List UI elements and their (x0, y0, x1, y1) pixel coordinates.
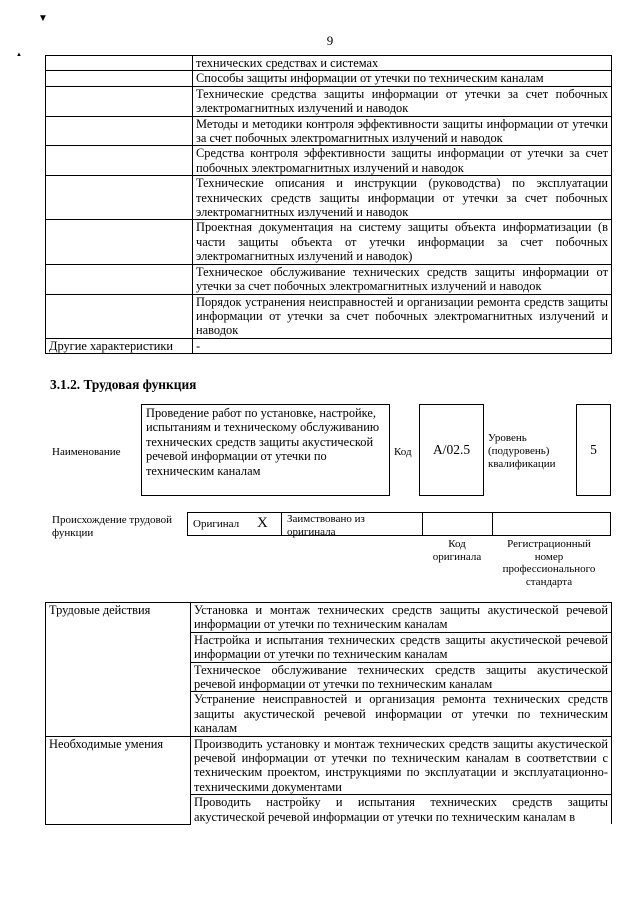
corner-mark-left: ▲ (16, 52, 22, 58)
label-cell (46, 264, 193, 294)
code-box: А/02.5 (419, 404, 484, 496)
group-label: Трудовые действия (46, 603, 191, 737)
table-row (46, 338, 612, 353)
text-cell: Средства контроля эффективности защиты информации от утечки за счет побочных электромагнитных излучений и наводок (193, 146, 612, 176)
level-box: 5 (576, 404, 611, 496)
code-label: Код (394, 446, 412, 458)
text-cell: Способы защиты информации от утечки по техническим каналам (193, 71, 612, 86)
table-row (46, 176, 612, 220)
table-row (46, 294, 612, 338)
code-caption: Код оригинала (432, 538, 482, 563)
origin-divider (422, 512, 423, 536)
origin-box (187, 512, 611, 536)
text-cell: - (193, 338, 612, 353)
text-cell: Методы и методики контроля эффективности защиты информации от утечки за счет побочных электромагнитных излучений и наводок (193, 116, 612, 146)
text-cell: Производить установку и монтаж технических средств защиты акустической речевой информации от утечки по техническим каналам в соответствии с техническим проектом, инструкциями по эксплуатации и эксплуатационно-техническими документами (191, 736, 612, 795)
text-cell: Проводить настройку и испытания технических средств защиты акустической речевой информации от утечки по техническим каналам в (191, 795, 612, 824)
label-cell (46, 116, 193, 146)
origin-divider (281, 512, 282, 536)
text-cell: технических средствах и системах (193, 56, 612, 71)
table-row (46, 86, 612, 116)
text-cell: Установка и монтаж технических средств защиты акустической речевой информации от утечки по техническим каналам (191, 603, 612, 633)
borrowed-label: Заимствовано из оригинала (287, 513, 365, 538)
label-cell (46, 220, 193, 264)
knowledge-table (45, 55, 612, 354)
name-label: Наименование (52, 446, 121, 458)
text-cell: Техническое обслуживание технических средств защиты акустической речевой информации от утечки по техническим каналам (191, 662, 612, 692)
text-cell: Устранение неисправностей и организация ремонта технических средств защиты акустической речевой информации от утечки по техническим каналам (191, 692, 612, 736)
table-row (46, 220, 612, 264)
table-row (46, 56, 612, 71)
text-cell: Техническое обслуживание технических средств защиты информации от утечки за счет побочных электромагнитных излучений и наводок (193, 264, 612, 294)
table-row (46, 603, 612, 633)
text-cell: Проектная документация на систему защиты объекта информатизации (в части защиты объекта от утечки информации за счет побочных электромагнитных излучений и наводок) (193, 220, 612, 264)
table-row (46, 146, 612, 176)
text-cell: Порядок устранения неисправностей и организации ремонта средств защиты информации от утечки за счет побочных электромагнитных излучений и наводок (193, 294, 612, 338)
label-cell (46, 56, 193, 71)
corner-mark-top: ▼ (38, 13, 48, 24)
labor-actions-table (45, 602, 612, 825)
origin-label: Происхождение трудовой функции (52, 514, 173, 539)
label-cell (46, 176, 193, 220)
group-label: Необходимые умения (46, 736, 191, 824)
label-cell (46, 146, 193, 176)
original-label: Оригинал (193, 518, 240, 530)
reg-caption: Регистрационный номер профессионального стандарта (502, 538, 596, 588)
table-row (46, 264, 612, 294)
table-row (46, 116, 612, 146)
function-name-box: Проведение работ по установке, настройке, испытаниям и техническому обслуживанию технических средств защиты акустической речевой информации от утечки по техническим каналам (141, 404, 390, 496)
table-row (46, 71, 612, 86)
label-cell (46, 71, 193, 86)
page-number: 9 (326, 33, 334, 48)
level-label: Уровень (подуровень) квалификации (488, 432, 556, 470)
label-cell (46, 86, 193, 116)
text-cell: Технические средства защиты информации от утечки за счет побочных электромагнитных излучений и наводок (193, 86, 612, 116)
section-title: 3.1.2. Трудовая функция (50, 377, 197, 392)
label-cell (46, 294, 193, 338)
text-cell: Технические описания и инструкции (руководства) по эксплуатации технических средств защиты информации от утечки за счет побочных электромагнитных излучений и наводок (193, 176, 612, 220)
table-row (46, 736, 612, 795)
label-cell: Другие характеристики (46, 338, 193, 353)
text-cell: Настройка и испытания технических средств защиты акустической речевой информации от утечки по техническим каналам (191, 632, 612, 662)
origin-divider (492, 512, 493, 536)
original-checkmark: X (257, 515, 268, 531)
